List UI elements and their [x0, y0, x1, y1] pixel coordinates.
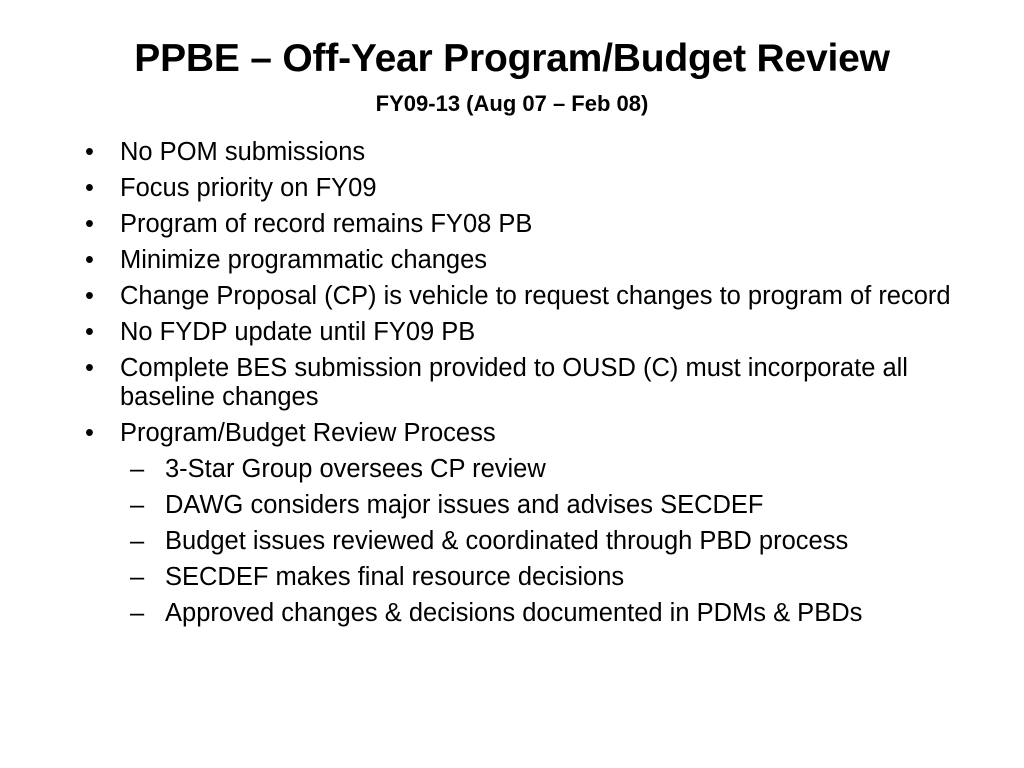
- slide-title: PPBE – Off-Year Program/Budget Review: [134, 37, 890, 80]
- bullet-marker: •: [85, 318, 94, 346]
- sub-bullet-list: [120, 455, 995, 628]
- bullet-marker: •: [85, 174, 94, 202]
- bullet-text: Minimize programmatic changes: [120, 246, 488, 274]
- sub-bullet-item: [120, 491, 995, 520]
- dash-marker: –: [130, 526, 145, 555]
- bullet-text: Program/Budget Review Process: [120, 418, 496, 447]
- bullet-marker: •: [85, 418, 94, 447]
- sub-bullet-text: DAWG considers major issues and advises SECDEF: [165, 490, 764, 519]
- sub-bullet-text: 3-Star Group oversees CP review: [165, 454, 546, 483]
- slide-body: [85, 138, 995, 635]
- dash-marker: –: [130, 598, 145, 627]
- bullet-list: [85, 138, 995, 627]
- sub-bullet-item: [120, 563, 995, 592]
- bullet-text: Complete BES submission provided to OUSD (C) must incorporate all baseline changes: [120, 354, 908, 411]
- bullet-item: [85, 138, 995, 167]
- bullet-text: Change Proposal (CP) is vehicle to request changes to program of record: [120, 282, 951, 310]
- dash-marker: –: [130, 454, 145, 483]
- bullet-item: [85, 210, 995, 239]
- bullet-text: No POM submissions: [120, 138, 366, 166]
- bullet-text: Program of record remains FY08 PB: [120, 210, 533, 238]
- bullet-text: No FYDP update until FY09 PB: [120, 318, 476, 346]
- bullet-item: [85, 354, 995, 411]
- sub-bullet-item: [120, 599, 995, 628]
- dash-marker: –: [130, 562, 145, 591]
- sub-bullet-item: [120, 455, 995, 484]
- sub-bullet-item: [120, 527, 995, 556]
- bullet-item: [85, 174, 995, 203]
- sub-bullet-text: Approved changes & decisions documented in PDMs & PBDs: [165, 598, 863, 627]
- bullet-marker: •: [85, 282, 94, 310]
- bullet-item: [85, 246, 995, 275]
- bullet-marker: •: [85, 354, 94, 382]
- bullet-marker: •: [85, 246, 94, 274]
- bullet-item: [85, 318, 995, 347]
- dash-marker: –: [130, 490, 145, 519]
- sub-bullet-text: SECDEF makes final resource decisions: [165, 562, 625, 591]
- slide-subtitle: FY09-13 (Aug 07 – Feb 08): [375, 91, 649, 116]
- bullet-text: Focus priority on FY09: [120, 174, 377, 202]
- bullet-item: [85, 419, 995, 628]
- bullet-item: [85, 282, 995, 311]
- sub-bullet-text: Budget issues reviewed & coordinated through PBD process: [165, 526, 849, 555]
- bullet-marker: •: [85, 138, 94, 166]
- bullet-marker: •: [85, 210, 94, 238]
